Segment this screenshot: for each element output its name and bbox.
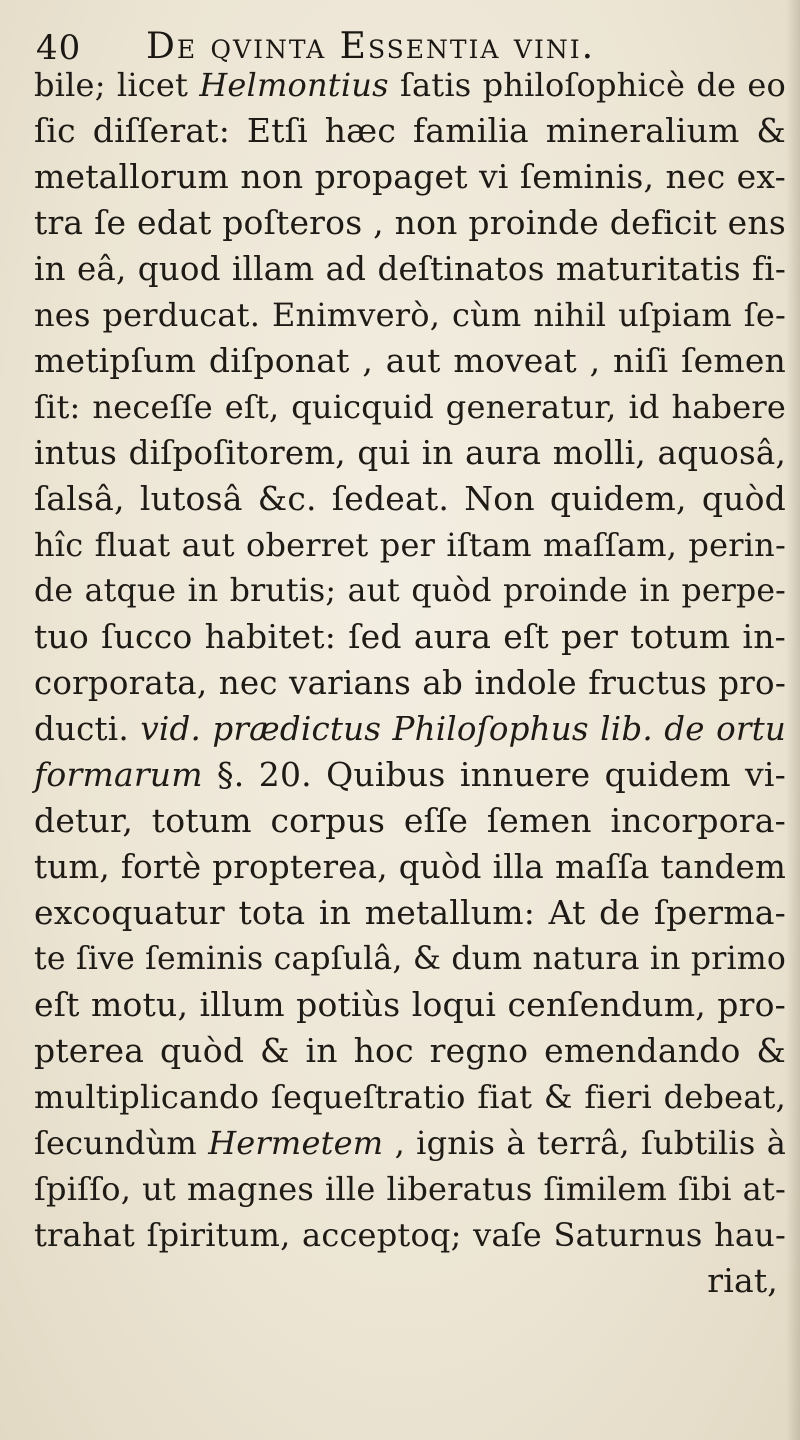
text-run: metallorum non propaget vi ſeminis, nec ex- <box>34 157 786 196</box>
text-run: intus diſpoſitorem, qui in aura molli, aquosâ, <box>34 434 786 472</box>
italic-text: Hermetem <box>208 1124 384 1162</box>
running-title: De qvinta Essentia vini. <box>146 26 596 67</box>
text-line <box>34 1074 786 1120</box>
text-line <box>34 476 786 522</box>
text-run: de atque in brutis; aut quòd proinde in perpe- <box>34 573 786 609</box>
text-line <box>34 614 786 660</box>
body-text <box>34 62 786 1304</box>
text-run: ſic diſſerat: Etſi hæc familia mineralium & <box>34 111 786 150</box>
text-line <box>34 1120 786 1166</box>
text-line <box>34 568 786 614</box>
text-run: , ignis à terrâ, ſubtilis à <box>383 1124 786 1162</box>
italic-text: formarum <box>34 755 203 794</box>
text-line <box>34 292 786 338</box>
text-run: tuo ſucco habitet: ſed aura eſt per totum in- <box>34 617 786 656</box>
text-run: trahat ſpiritum, acceptoq; vaſe Saturnus hau- <box>34 1216 786 1254</box>
text-run: te ſive ſeminis capſulâ, & dum natura in primo <box>34 941 786 977</box>
text-line <box>34 246 786 292</box>
text-run: excoquatur tota in metallum: At de ſperma- <box>34 893 786 932</box>
text-run: in eâ, quod illam ad deſtinatos maturitatis fi- <box>34 250 786 288</box>
italic-text: Helmontius <box>199 66 389 104</box>
text-line <box>34 660 786 706</box>
text-line <box>34 936 786 982</box>
text-run: ſpiſſo, ut magnes ille liberatus ſimilem ſibi at- <box>34 1170 786 1208</box>
text-line <box>34 752 786 798</box>
text-line <box>34 108 786 154</box>
text-line <box>34 1166 786 1212</box>
text-line <box>34 798 786 844</box>
page-edge-shadow <box>786 0 800 1440</box>
text-run: ducti. <box>34 710 141 748</box>
text-line <box>34 522 786 568</box>
text-run: corporata, nec varians ab indole fructus pro- <box>34 664 786 702</box>
text-run: riat, <box>707 1261 778 1300</box>
page-number: 40 <box>36 28 82 68</box>
text-run: ſit: neceſſe eſt, quicquid generatur, id habere <box>34 388 786 426</box>
text-run: tra ſe edat poſteros , non proinde deficit ens <box>34 203 786 242</box>
text-run: hîc fluat aut oberret per iſtam maſſam, perin- <box>34 526 786 564</box>
text-run: detur, totum corpus eſſe ſemen incorpora- <box>34 801 786 840</box>
text-run: pterea quòd & in hoc regno emendando & <box>34 1031 786 1070</box>
text-line <box>34 706 786 752</box>
text-run: metipſum diſponat , aut moveat , niſi ſemen <box>34 341 786 380</box>
text-line <box>34 62 786 108</box>
text-line <box>34 384 786 430</box>
text-line <box>34 1028 786 1074</box>
text-line <box>34 844 786 890</box>
text-line <box>34 338 786 384</box>
text-line <box>34 982 786 1028</box>
italic-text: vid. prædictus Philoſophus lib. de ortu <box>140 710 786 748</box>
text-line <box>34 154 786 200</box>
text-run: nes perducat. Enimverò, cùm nihil uſpiam ſe- <box>34 296 786 334</box>
text-line <box>34 1258 786 1304</box>
text-line <box>34 200 786 246</box>
text-run: eſt motu, illum potiùs loqui cenſendum, pro- <box>34 985 786 1024</box>
text-run: multiplicando ſequeſtratio fiat & fieri debeat, <box>34 1078 786 1116</box>
text-line <box>34 430 786 476</box>
text-run: ſecundùm <box>34 1124 209 1162</box>
text-run: tum, fortè propterea, quòd illa maſſa tandem <box>34 848 786 886</box>
text-line <box>34 1212 786 1258</box>
text-run: bile; licet <box>34 66 200 104</box>
text-run: ſalsâ, lutosâ &c. ſedeat. Non quidem, quòd <box>34 479 786 518</box>
text-run: ſatis philoſophicè de eo <box>388 66 787 104</box>
text-run: §. 20. Quibus innuere quidem vi- <box>202 755 786 794</box>
text-line <box>34 890 786 936</box>
